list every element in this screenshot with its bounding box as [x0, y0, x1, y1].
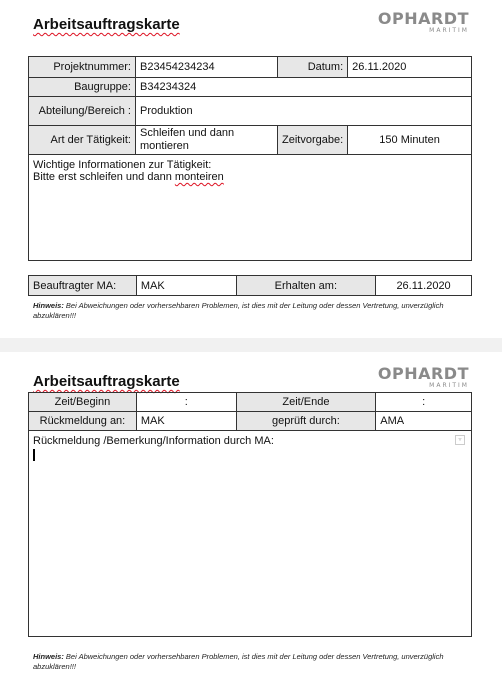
company-logo: [378, 366, 469, 389]
text-cursor: [33, 449, 35, 461]
info-heading: Wichtige Informationen zur Tätigkeit:: [33, 159, 212, 171]
card-title: Arbeitsauftragskarte: [33, 373, 180, 390]
info-textarea[interactable]: [29, 155, 472, 261]
bemerkung-textarea[interactable]: [29, 431, 472, 637]
projektnummer-label: Projektnummer:: [29, 57, 136, 78]
company-logo: [378, 11, 469, 34]
assignment-table: [28, 275, 472, 296]
info-text: Bitte erst schleifen und dann monteiren: [33, 171, 224, 183]
erhalten-label: Erhalten am:: [236, 276, 376, 296]
card-title: Arbeitsauftragskarte: [33, 16, 180, 33]
datum-label: Datum:: [278, 57, 348, 78]
scroll-indicator-icon[interactable]: ▿: [455, 435, 465, 445]
logo-brand: OPHARDT: [377, 9, 469, 28]
logo-sub: MARITIM: [429, 382, 469, 389]
zeitvorgabe-field[interactable]: 150 Minuten: [348, 126, 472, 155]
rueckmeldung-field[interactable]: MAK: [136, 412, 236, 431]
abteilung-field[interactable]: Produktion: [135, 97, 471, 126]
misspelled-word: monteiren: [174, 171, 224, 183]
zeit-beginn-label: Zeit/Beginn: [29, 393, 137, 412]
beauftragter-label: Beauftragter MA:: [29, 276, 137, 296]
art-label: Art der Tätigkeit:: [29, 126, 136, 155]
zeit-ende-label: Zeit/Ende: [236, 393, 376, 412]
erhalten-field[interactable]: 26.11.2020: [376, 276, 472, 296]
projektnummer-field[interactable]: B23454234234: [135, 57, 277, 78]
beauftragter-field[interactable]: MAK: [136, 276, 236, 296]
baugruppe-field[interactable]: B34234324: [135, 78, 471, 97]
bemerkung-heading: Rückmeldung /Bemerkung/Information durch MA:: [33, 435, 274, 447]
baugruppe-label: Baugruppe:: [29, 78, 136, 97]
zeitvorgabe-label: Zeitvorgabe:: [278, 126, 348, 155]
work-order-card-page-1: [0, 0, 502, 338]
abteilung-label: Abteilung/Bereich :: [29, 97, 136, 126]
logo-sub: MARITIM: [429, 27, 469, 34]
datum-field[interactable]: 26.11.2020: [348, 57, 472, 78]
hint-note: Hinweis: Bei Abweichungen oder vorhersehbaren Problemen, ist dies mit der Leitung oder dessen Vertretung, unverzüglich abzuklären!!!: [33, 301, 444, 320]
hint-note: Hinweis: Bei Abweichungen oder vorhersehbaren Problemen, ist dies mit der Leitung oder dessen Vertretung, unverzüglich abzuklären!!!: [33, 652, 444, 671]
feedback-table: [28, 392, 472, 637]
logo-brand: OPHARDT: [377, 364, 469, 383]
art-field[interactable]: Schleifen und dann montieren: [135, 126, 277, 155]
rueckmeldung-label: Rückmeldung an:: [29, 412, 137, 431]
geprueft-field[interactable]: AMA: [376, 412, 472, 431]
zeit-beginn-field[interactable]: :: [136, 393, 236, 412]
geprueft-label: geprüft durch:: [236, 412, 376, 431]
order-details-table: [28, 56, 472, 261]
work-order-card-page-2: [0, 352, 502, 691]
zeit-ende-field[interactable]: :: [376, 393, 472, 412]
